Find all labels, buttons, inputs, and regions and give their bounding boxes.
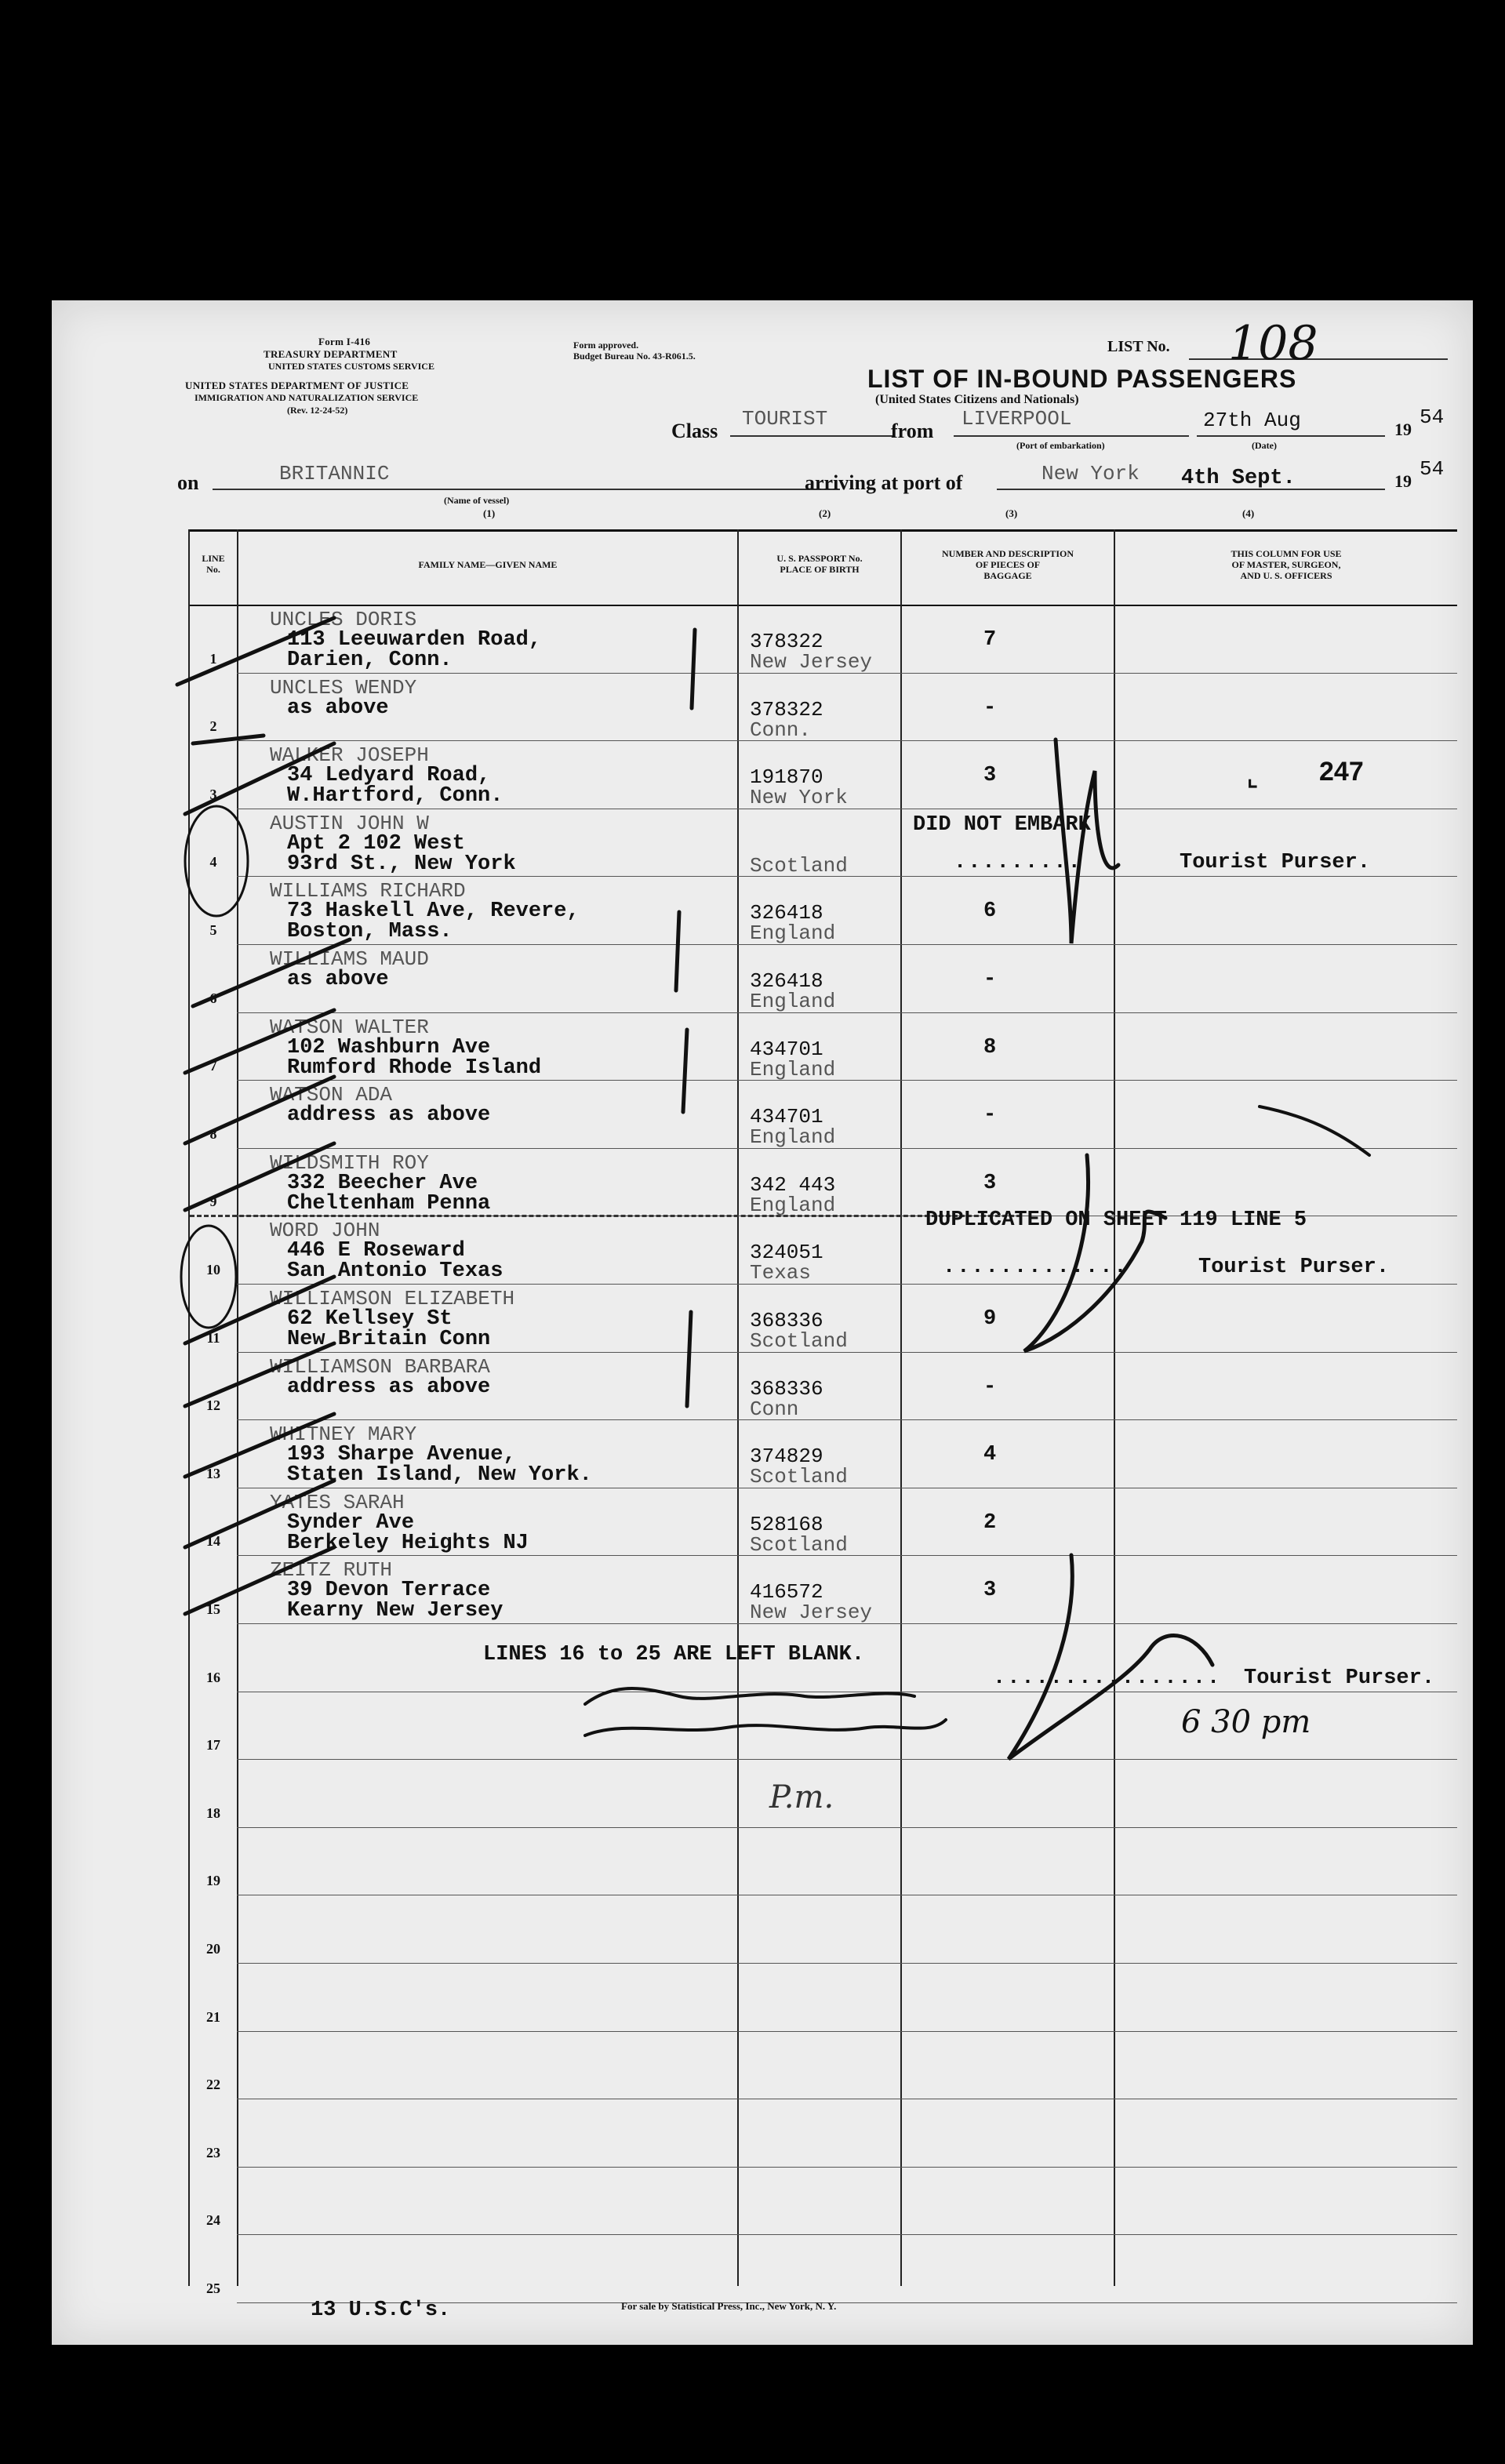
passenger-address-line2: Rumford Rhode Island: [287, 1056, 542, 1080]
col-2-caption: (2): [819, 507, 831, 519]
passenger-name: WILLIAMSON ELIZABETH: [270, 1287, 515, 1310]
circle-mark: [185, 806, 248, 916]
line-number: 16: [206, 1669, 220, 1685]
col-1-caption: (1): [483, 507, 496, 519]
passport-number: 416572: [750, 1580, 823, 1605]
passenger-address-line1: as above: [287, 968, 389, 991]
revision: (Rev. 12-24-52): [287, 405, 348, 416]
passenger-name: UNCLES DORIS: [270, 608, 417, 631]
count-247: 247: [1319, 757, 1364, 787]
line-number: 1: [209, 650, 217, 667]
passenger-name: ZEITZ RUTH: [270, 1558, 393, 1583]
passport-number: 378322: [750, 697, 823, 721]
header-passport: U. S. PASSPORT No. PLACE OF BIRTH: [776, 553, 863, 575]
ins-service: IMMIGRATION AND NATURALIZATION SERVICE: [194, 392, 419, 403]
passenger-address-line1: Synder Ave: [287, 1510, 415, 1535]
baggage-count: 7: [983, 628, 997, 652]
purser-dots-3: ................: [993, 1666, 1222, 1690]
passenger-address-line1: 102 Washburn Ave: [287, 1035, 491, 1059]
baggage-count: 3: [983, 1579, 997, 1603]
baggage-count: 3: [983, 764, 997, 788]
passenger-name: WALKER JOSEPH: [270, 743, 429, 768]
line-number: 15: [206, 1601, 220, 1617]
line-number: 9: [209, 1194, 217, 1210]
line-number: 22: [206, 2077, 220, 2093]
place-of-birth: Conn: [750, 1397, 799, 1421]
baggage-count: -: [983, 1375, 997, 1399]
from-label: from: [891, 420, 934, 442]
passenger-address-line2: San Antonio Texas: [287, 1259, 503, 1284]
passenger-name: YATES SARAH: [270, 1490, 405, 1514]
class-label: Class: [671, 420, 718, 442]
check-mark: [185, 1481, 334, 1547]
check-mark: [185, 1547, 334, 1614]
signature-stroke: [1056, 740, 1118, 943]
header-line: LINE No.: [202, 553, 225, 575]
line-number: 5: [209, 922, 217, 938]
place-of-birth: England: [750, 1057, 836, 1081]
line-number: 4: [209, 854, 217, 870]
check-mark: [185, 1077, 334, 1143]
passenger-address-line1: 34 Ledyard Road,: [287, 764, 491, 788]
place-of-birth: Scotland: [750, 1532, 848, 1557]
embark-caption: (Port of embarkation): [1016, 440, 1105, 451]
passport-number: 191870: [750, 765, 823, 790]
passenger-address-line1: 113 Leeuwarden Road,: [287, 628, 542, 652]
line-number: 14: [206, 1533, 220, 1550]
inspector-scrawl: [585, 1688, 914, 1704]
pm-note: P.m.: [769, 1779, 834, 1815]
place-of-birth: Scotland: [750, 1329, 848, 1353]
passenger-address-line2: W.Hartford, Conn.: [287, 784, 503, 809]
passenger-address-line1: address as above: [287, 1103, 491, 1128]
check-mark: [185, 1343, 334, 1406]
baggage-count: -: [983, 696, 997, 720]
tourist-purser-1: Tourist Purser.: [1180, 851, 1371, 874]
place-of-birth: England: [750, 1193, 836, 1217]
form-title: LIST OF IN-BOUND PASSENGERS: [867, 365, 1297, 393]
treasury-dept: TREASURY DEPARTMENT: [264, 348, 398, 360]
passenger-address-line1: 62 Kellsey St: [287, 1307, 453, 1331]
line-number: 20: [206, 1941, 220, 1957]
line-number: 24: [206, 2212, 220, 2229]
arriving-label: arriving at port of: [805, 471, 963, 494]
passport-number: 324051: [750, 1241, 823, 1265]
baggage-count: -: [983, 1103, 997, 1128]
baggage-count: 6: [983, 899, 997, 924]
line-number: 25: [206, 2280, 220, 2296]
passport-number: 378322: [750, 630, 823, 653]
place-of-birth: Texas: [750, 1261, 812, 1285]
col-3-caption: (3): [1005, 507, 1018, 519]
duplicated-note: DUPLICATED ON SHEET 119 LINE 5: [925, 1208, 1307, 1232]
passenger-address-line2: Berkeley Heights NJ: [287, 1531, 529, 1555]
passenger-name: UNCLES WENDY: [270, 675, 417, 700]
passenger-name: WILLIAMS RICHARD: [270, 879, 466, 903]
tourist-purser-2: Tourist Purser.: [1198, 1256, 1390, 1279]
form-subtitle: (United States Citizens and Nationals): [875, 393, 1079, 406]
tally-stroke: [676, 912, 679, 990]
check-mark: [193, 939, 350, 1006]
passport-number: 342 443: [750, 1172, 836, 1197]
line-number: 7: [209, 1058, 217, 1074]
departure-date: 27th Aug: [1203, 409, 1301, 432]
passport-number: 326418: [750, 969, 823, 993]
col-4-caption: (4): [1242, 507, 1255, 519]
place-of-birth: England: [750, 921, 836, 946]
on-label: on: [177, 471, 199, 494]
vessel-name: BRITANNIC: [279, 462, 390, 485]
passenger-address-line2: Cheltenham Penna: [287, 1191, 491, 1216]
passenger-address-line2: Kearny New Jersey: [287, 1599, 503, 1623]
passenger-address-line1: address as above: [287, 1375, 491, 1399]
line-number: 6: [209, 990, 217, 1006]
tick-mark: ⌞: [1247, 765, 1259, 791]
arrival-port: New York: [1042, 462, 1140, 485]
place-of-birth: Scotland: [750, 853, 848, 878]
signature-stroke: [1009, 1555, 1212, 1759]
tourist-purser-3: Tourist Purser.: [1244, 1666, 1435, 1690]
passenger-name: WORD JOHN: [270, 1219, 380, 1243]
did-not-embark: DID NOT EMBARK.: [913, 813, 1104, 837]
passenger-name: AUSTIN JOHN W: [270, 811, 429, 835]
line-number: 12: [206, 1397, 220, 1414]
line-number: 11: [206, 1329, 220, 1346]
place-of-birth: New Jersey: [750, 1601, 873, 1625]
check-mark: [185, 1143, 334, 1210]
passport-number: 528168: [750, 1512, 823, 1536]
line-number: 18: [206, 1804, 220, 1821]
place-of-birth: Conn.: [750, 718, 812, 742]
line-number: 3: [209, 786, 217, 802]
place-of-birth: New Jersey: [750, 650, 873, 674]
passenger-address-line1: 193 Sharpe Avenue,: [287, 1443, 516, 1467]
check-mark: [177, 618, 334, 685]
place-of-birth: England: [750, 1125, 836, 1150]
check-mark: [185, 1414, 334, 1477]
year-prefix: 19: [1394, 420, 1412, 439]
baggage-count: 4: [983, 1443, 997, 1467]
baggage-count: 8: [983, 1035, 997, 1059]
time-note: 6 30 pm: [1181, 1704, 1311, 1740]
passenger-name: WILLIAMS MAUD: [270, 947, 429, 971]
form-page: [52, 300, 1473, 2345]
inspector-scrawl: [585, 1720, 946, 1735]
signature-stroke: [1024, 1155, 1165, 1351]
passenger-address-line1: 73 Haskell Ave, Revere,: [287, 899, 580, 924]
passenger-address-line1: 446 E Roseward: [287, 1239, 465, 1263]
list-no-value: 108: [1228, 316, 1318, 371]
passenger-name: WHITNEY MARY: [270, 1423, 417, 1447]
footer-sale: For sale by Statistical Press, Inc., New York, N. Y.: [621, 2300, 837, 2312]
baggage-count: 3: [983, 1171, 997, 1195]
line-number: 13: [206, 1465, 220, 1481]
form-approved: Form approved.: [573, 340, 639, 351]
check-mark: [185, 1277, 334, 1343]
date-caption: (Date): [1252, 440, 1277, 451]
place-of-birth: England: [750, 990, 836, 1013]
place-of-birth: New York: [750, 786, 848, 810]
check-mark: [185, 743, 334, 814]
passenger-address-line2: Boston, Mass.: [287, 920, 453, 944]
baggage-count: 9: [983, 1307, 997, 1331]
list-no-label: LIST No.: [1107, 338, 1170, 355]
passport-number: 434701: [750, 1105, 823, 1129]
tally-stroke: [687, 1312, 691, 1406]
tally-stroke: [683, 1030, 687, 1112]
purser-dots-2: .............: [943, 1256, 1129, 1279]
passenger-address-line2: 93rd St., New York: [287, 852, 516, 876]
line-number: 2: [209, 718, 217, 735]
passport-number: 368336: [750, 1309, 823, 1332]
passenger-address-line1: Apt 2 102 West: [287, 831, 465, 856]
passenger-name: WILDSMITH ROY: [270, 1150, 429, 1175]
passenger-address-line1: as above: [287, 696, 389, 720]
passenger-address-line1: 332 Beecher Ave: [287, 1171, 478, 1195]
blank-lines-note: LINES 16 to 25 ARE LEFT BLANK.: [483, 1643, 865, 1666]
class-value: TOURIST: [742, 407, 828, 431]
line-number: 23: [206, 2144, 220, 2161]
form-number: Form I-416: [318, 336, 371, 347]
passenger-address-line2: Staten Island, New York.: [287, 1463, 592, 1488]
header-baggage: NUMBER AND DESCRIPTION OF PIECES OF BAGGAGE: [941, 548, 1074, 581]
passport-number: 434701: [750, 1037, 823, 1061]
line-number: 19: [206, 1873, 220, 1889]
check-mark: [193, 736, 264, 743]
port-embarkation: LIVERPOOL: [962, 407, 1072, 431]
line-number: 10: [206, 1262, 220, 1277]
passenger-name: WILLIAMSON BARBARA: [270, 1354, 490, 1379]
circle-mark: [181, 1226, 236, 1328]
passenger-name: WATSON WALTER: [270, 1015, 429, 1039]
year-value: 54: [1420, 405, 1445, 429]
line-number: 21: [206, 2008, 220, 2025]
footer-count: 13 U.S.C's.: [311, 2299, 451, 2322]
passport-number: 374829: [750, 1445, 823, 1469]
budget-bureau: Budget Bureau No. 43-R061.5.: [573, 351, 696, 362]
purser-dots-1: .........: [954, 851, 1082, 874]
check-mark: [185, 1010, 334, 1073]
arrival-date: 4th Sept.: [1181, 467, 1296, 490]
passenger-address-line2: New Britain Conn: [287, 1328, 491, 1351]
baggage-count: -: [983, 968, 997, 991]
passenger-address-line2: Darien, Conn.: [287, 649, 453, 672]
year-prefix-2: 19: [1394, 471, 1412, 491]
stray-mark: [1260, 1107, 1369, 1155]
line-number: 17: [206, 1737, 220, 1754]
passport-number: 368336: [750, 1376, 823, 1401]
passenger-address-line1: 39 Devon Terrace: [287, 1579, 491, 1603]
header-officers: THIS COLUMN FOR USE OF MASTER, SURGEON, AND U. S. OFFICERS: [1231, 548, 1342, 581]
line-number: 8: [209, 1125, 217, 1142]
place-of-birth: Scotland: [750, 1465, 848, 1489]
baggage-count: 2: [983, 1510, 997, 1535]
year-value-2: 54: [1420, 457, 1445, 481]
vessel-caption: (Name of vessel): [444, 495, 510, 506]
header-name: FAMILY NAME—GIVEN NAME: [418, 559, 558, 570]
customs-service: UNITED STATES CUSTOMS SERVICE: [268, 361, 434, 372]
passport-number: 326418: [750, 901, 823, 925]
justice-dept: UNITED STATES DEPARTMENT OF JUSTICE: [185, 380, 409, 391]
tally-stroke: [692, 630, 695, 708]
passenger-name: WATSON ADA: [270, 1083, 393, 1107]
handwriting-overlay: [52, 300, 1473, 2345]
